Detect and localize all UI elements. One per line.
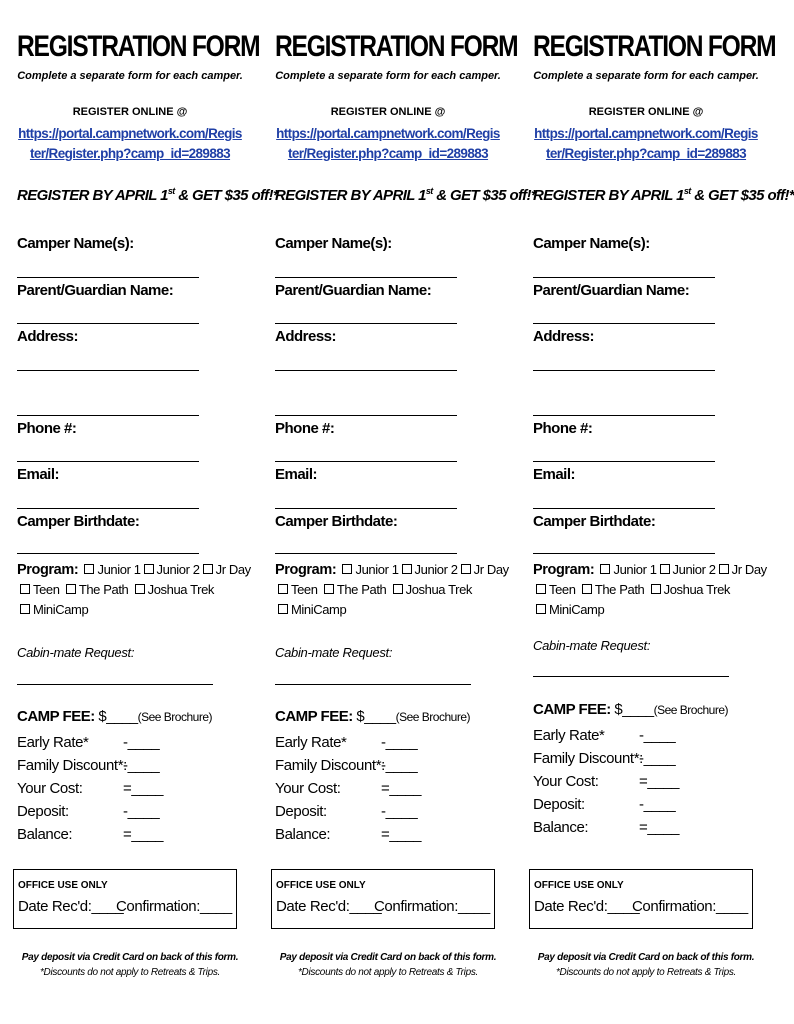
cabin-mate-label: Cabin-mate Request: <box>17 645 135 660</box>
option-label: Junior 1 <box>613 562 657 577</box>
discount-note: *Discounts do not apply to Retreats & Trips. <box>39 967 221 978</box>
address-field-1[interactable] <box>275 370 457 371</box>
checkbox-joshua-trek[interactable] <box>135 584 145 594</box>
early-deadline: REGISTER BY APRIL 1st & GET $35 off!* <box>533 186 794 204</box>
office-use-box <box>271 869 495 929</box>
program-options <box>275 560 509 620</box>
camper-name-label: Camper Name(s): <box>17 235 134 252</box>
address-label: Address: <box>533 328 595 345</box>
checkbox-the-path[interactable] <box>324 584 334 594</box>
discount-note: *Discounts do not apply to Retreats & Trips. <box>297 967 479 978</box>
option-label: The Path <box>594 582 645 597</box>
option-label: Teen <box>33 582 60 597</box>
program-label: Program: <box>533 562 595 578</box>
checkbox-jr-day[interactable] <box>203 564 213 574</box>
option-label: Junior 2 <box>672 562 716 577</box>
phone-label: Phone #: <box>17 420 77 437</box>
camp-fee: CAMP FEE: $____(See Brochure) <box>17 708 212 725</box>
option-label: Joshua Trek <box>405 582 473 597</box>
form-title: REGISTRATION FORM <box>533 30 776 63</box>
checkbox-junior-1[interactable] <box>342 564 352 574</box>
phone-field[interactable] <box>275 461 457 462</box>
form-subtitle: Complete a separate form for each camper. <box>533 70 759 82</box>
checkbox-minicamp[interactable] <box>20 604 30 614</box>
registration-link[interactable]: https://portal.campnetwork.com/Register/Register.php?camp_id=289883 <box>276 126 500 161</box>
registration-form-2: REGISTRATION FORM Complete a separate form for each camper. REGISTER ONLINE @ https://portal.campnetwork.com/Register/Register.php?camp_id=289883 REGISTER BY APRIL 1st & GET $35 off!* Camper Name(s): Parent/Guardian Name: Address: Phone #: Email: Camper Birthdate: Program: Junior 1 Junior 2 Jr Day Teen The Path Joshua Trek MiniCamp Cabin-mate Request: CAMP FEE: $____(See Brochure) Early Rate* -____ Family Discount*: -____ Your Cost: =____ Deposit: -____ Balance: =____ OFFICE USE ONLY Date Rec'd:____ Confirmation:____ Pay deposit via Credit Card on back of this form. *Discounts do not apply to Retreats & Trips. <box>275 0 515 1024</box>
form-subtitle: Complete a separate form for each camper. <box>17 70 243 82</box>
early-deadline: REGISTER BY APRIL 1st & GET $35 off!* <box>275 186 537 204</box>
option-label: MiniCamp <box>549 602 605 617</box>
address-field-2[interactable] <box>533 415 715 416</box>
parent-name-label: Parent/Guardian Name: <box>17 282 174 299</box>
camper-name-label: Camper Name(s): <box>275 235 392 252</box>
early-deadline: REGISTER BY APRIL 1st & GET $35 off!* <box>17 186 279 204</box>
form-title: REGISTRATION FORM <box>17 30 260 63</box>
parent-name-label: Parent/Guardian Name: <box>533 282 690 299</box>
checkbox-junior-1[interactable] <box>600 564 610 574</box>
checkbox-the-path[interactable] <box>582 584 592 594</box>
checkbox-junior-2[interactable] <box>402 564 412 574</box>
checkbox-jr-day[interactable] <box>461 564 471 574</box>
birthdate-field[interactable] <box>17 553 199 554</box>
registration-form-1: REGISTRATION FORM Complete a separate form for each camper. REGISTER ONLINE @ https://portal.campnetwork.com/Register/Register.php?camp_id=289883 REGISTER BY APRIL 1st & GET $35 off!* Camper Name(s): Parent/Guardian Name: Address: Phone #: Email: Camper Birthdate: Program: Junior 1 Junior 2 Jr Day Teen The Path Joshua Trek MiniCamp Cabin-mate Request: CAMP FEE: $____(See Brochure) Early Rate* -____ Family Discount*: -____ Your Cost: =____ Deposit: -____ Balance: =____ OFFICE USE ONLY Date Rec'd:____ Confirmation:____ Pay deposit via Credit Card on back of this form. *Discounts do not apply to Retreats & Trips. <box>17 0 257 1024</box>
email-label: Email: <box>275 466 318 483</box>
office-use-title: OFFICE USE ONLY <box>534 880 624 891</box>
birthdate-label: Camper Birthdate: <box>533 513 656 530</box>
parent-name-field[interactable] <box>17 323 199 324</box>
parent-name-field[interactable] <box>275 323 457 324</box>
checkbox-junior-2[interactable] <box>660 564 670 574</box>
register-online-label: REGISTER ONLINE @ <box>72 106 188 118</box>
discount-note: *Discounts do not apply to Retreats & Trips. <box>555 967 737 978</box>
option-label: The Path <box>78 582 129 597</box>
camp-fee: CAMP FEE: $____(See Brochure) <box>533 701 728 718</box>
address-field-2[interactable] <box>17 415 199 416</box>
option-label: Jr Day <box>473 562 509 577</box>
office-use-box <box>13 869 237 929</box>
camper-name-field[interactable] <box>17 277 199 278</box>
cabin-mate-field[interactable] <box>17 684 213 685</box>
date-received-field: Date Rec'd:____ <box>18 898 124 915</box>
confirmation-field: Confirmation:____ <box>632 898 748 915</box>
option-label: Joshua Trek <box>663 582 731 597</box>
address-label: Address: <box>275 328 337 345</box>
confirmation-field: Confirmation:____ <box>116 898 232 915</box>
register-online-label: REGISTER ONLINE @ <box>330 106 446 118</box>
program-label: Program: <box>17 562 79 578</box>
option-label: Teen <box>291 582 318 597</box>
checkbox-joshua-trek[interactable] <box>393 584 403 594</box>
cabin-mate-field[interactable] <box>275 684 471 685</box>
checkbox-teen[interactable] <box>20 584 30 594</box>
pay-deposit-note: Pay deposit via Credit Card on back of this form. <box>279 952 497 963</box>
option-label: Junior 1 <box>355 562 399 577</box>
address-field-1[interactable] <box>533 370 715 371</box>
email-field[interactable] <box>275 508 457 509</box>
option-label: Teen <box>549 582 576 597</box>
form-title: REGISTRATION FORM <box>275 30 518 63</box>
email-label: Email: <box>17 466 60 483</box>
date-received-field: Date Rec'd:____ <box>276 898 382 915</box>
pay-deposit-note: Pay deposit via Credit Card on back of this form. <box>21 952 239 963</box>
checkbox-jr-day[interactable] <box>719 564 729 574</box>
pay-deposit-note: Pay deposit via Credit Card on back of this form. <box>537 952 755 963</box>
cabin-mate-field[interactable] <box>533 676 729 677</box>
office-use-title: OFFICE USE ONLY <box>18 880 108 891</box>
form-subtitle: Complete a separate form for each camper. <box>275 70 501 82</box>
email-field[interactable] <box>17 508 199 509</box>
email-label: Email: <box>533 466 576 483</box>
option-label: Junior 1 <box>97 562 141 577</box>
camper-name-field[interactable] <box>275 277 457 278</box>
checkbox-minicamp[interactable] <box>536 604 546 614</box>
checkbox-joshua-trek[interactable] <box>651 584 661 594</box>
phone-label: Phone #: <box>275 420 335 437</box>
option-label: Jr Day <box>215 562 251 577</box>
register-online-label: REGISTER ONLINE @ <box>588 106 704 118</box>
date-received-field: Date Rec'd:____ <box>534 898 640 915</box>
checkbox-junior-1[interactable] <box>84 564 94 574</box>
registration-form-3: REGISTRATION FORM Complete a separate form for each camper. REGISTER ONLINE @ https://portal.campnetwork.com/Register/Register.php?camp_id=289883 REGISTER BY APRIL 1st & GET $35 off!* Camper Name(s): Parent/Guardian Name: Address: Phone #: Email: Camper Birthdate: Program: Junior 1 Junior 2 Jr Day Teen The Path Joshua Trek MiniCamp Cabin-mate Request: CAMP FEE: $____(See Brochure) Early Rate* -____ Family Discount*: -____ Your Cost: =____ Deposit: -____ Balance: =____ OFFICE USE ONLY Date Rec'd:____ Confirmation:____ Pay deposit via Credit Card on back of this form. *Discounts do not apply to Retreats & Trips. <box>533 0 773 1024</box>
checkbox-teen[interactable] <box>536 584 546 594</box>
option-label: Junior 2 <box>414 562 458 577</box>
program-options <box>17 560 251 620</box>
camper-name-label: Camper Name(s): <box>533 235 650 252</box>
checkbox-minicamp[interactable] <box>278 604 288 614</box>
office-use-title: OFFICE USE ONLY <box>276 880 366 891</box>
parent-name-label: Parent/Guardian Name: <box>275 282 432 299</box>
checkbox-the-path[interactable] <box>66 584 76 594</box>
birthdate-field[interactable] <box>533 553 715 554</box>
program-label: Program: <box>275 562 337 578</box>
option-label: MiniCamp <box>291 602 347 617</box>
phone-field[interactable] <box>17 461 199 462</box>
option-label: The Path <box>336 582 387 597</box>
program-options <box>533 560 767 620</box>
phone-field[interactable] <box>533 461 715 462</box>
option-label: Joshua Trek <box>147 582 215 597</box>
option-label: Jr Day <box>731 562 767 577</box>
camper-name-field[interactable] <box>533 277 715 278</box>
parent-name-field[interactable] <box>533 323 715 324</box>
option-label: Junior 2 <box>156 562 200 577</box>
camp-fee: CAMP FEE: $____(See Brochure) <box>275 708 470 725</box>
email-field[interactable] <box>533 508 715 509</box>
address-field-1[interactable] <box>17 370 199 371</box>
checkbox-junior-2[interactable] <box>144 564 154 574</box>
birthdate-field[interactable] <box>275 553 457 554</box>
confirmation-field: Confirmation:____ <box>374 898 490 915</box>
registration-link[interactable]: https://portal.campnetwork.com/Register/Register.php?camp_id=289883 <box>534 126 758 161</box>
cabin-mate-label: Cabin-mate Request: <box>533 638 651 653</box>
birthdate-label: Camper Birthdate: <box>17 513 140 530</box>
office-use-box <box>529 869 753 929</box>
option-label: MiniCamp <box>33 602 89 617</box>
registration-link[interactable]: https://portal.campnetwork.com/Register/Register.php?camp_id=289883 <box>18 126 242 161</box>
birthdate-label: Camper Birthdate: <box>275 513 398 530</box>
address-field-2[interactable] <box>275 415 457 416</box>
address-label: Address: <box>17 328 79 345</box>
checkbox-teen[interactable] <box>278 584 288 594</box>
cabin-mate-label: Cabin-mate Request: <box>275 645 393 660</box>
phone-label: Phone #: <box>533 420 593 437</box>
